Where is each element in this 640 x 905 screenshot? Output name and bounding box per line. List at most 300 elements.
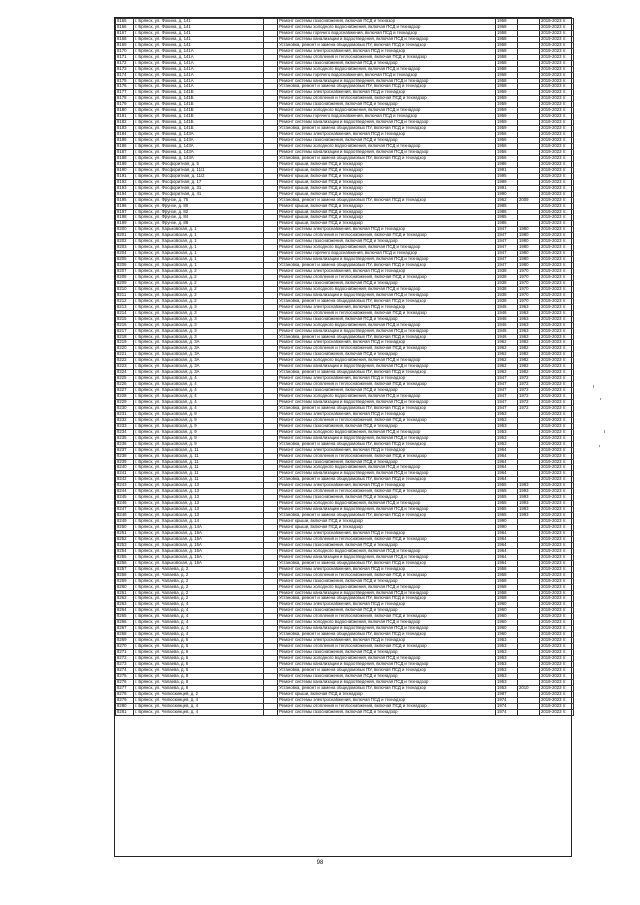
- build-year-cell: 1946: [496, 316, 518, 322]
- build-year-cell: 1986: [496, 221, 518, 227]
- row-number: 8221: [116, 352, 134, 358]
- build-year-cell: 1946: [496, 328, 518, 334]
- period-cell: 2019-2023 гг.: [540, 251, 574, 257]
- build-year-cell: 1938: [496, 274, 518, 280]
- period-cell: 2019-2023 гг.: [540, 519, 574, 525]
- work-type-cell: Ремонт системы отопления и теплоснабжения, включая ПСД и технадзор: [278, 489, 496, 495]
- address-cell: г. Брянск, ул. Чапаева, д. 4: [134, 602, 264, 608]
- row-number: 8217: [116, 328, 134, 334]
- row-number: 8170: [116, 48, 134, 54]
- period-cell: 2019-2023 гг.: [540, 554, 574, 560]
- build-year-cell: 1959: [496, 126, 518, 132]
- work-type-cell: Ремонт системы канализации и водоотведения, включая ПСД и технадзор: [278, 364, 496, 370]
- period-cell: 2019-2023 гг.: [540, 423, 574, 429]
- address-cell: г. Брянск, ул. Фосфоритная, д. 11/2: [134, 173, 264, 179]
- row-number: 8220: [116, 346, 134, 352]
- address-cell: г. Брянск, ул. Челюскинцев, д. 4: [134, 709, 264, 715]
- repair-year-cell: 1970: [518, 292, 540, 298]
- build-year-cell: 1956: [496, 155, 518, 161]
- row-number: 8171: [116, 54, 134, 60]
- address-cell: г. Брянск, ул. Чапаева, д. 6: [134, 655, 264, 661]
- work-type-cell: Ремонт системы канализации и водоотведения, включая ПСД и технадзор: [278, 507, 496, 513]
- work-type-cell: Ремонт системы канализации и водоотведения, включая ПСД и технадзор: [278, 292, 496, 298]
- period-cell: 2019-2023 гг.: [540, 661, 574, 667]
- table-row: [116, 417, 574, 423]
- address-cell: г. Брянск, ул. Харьковская, д. 9: [134, 441, 264, 447]
- row-number: 8253: [116, 542, 134, 548]
- period-cell: 2019-2023 гг.: [540, 542, 574, 548]
- build-year-cell: 1960: [496, 620, 518, 626]
- period-cell: 2019-2023 гг.: [540, 24, 574, 30]
- period-cell: 2019-2023 гг.: [540, 304, 574, 310]
- build-year-cell: 1960: [496, 602, 518, 608]
- table-row: [116, 697, 574, 703]
- row-number: 8196: [116, 203, 134, 209]
- table-row: [116, 239, 574, 245]
- row-number: 8214: [116, 310, 134, 316]
- address-cell: г. Брянск, ул. Фокина, д. 141А: [134, 72, 264, 78]
- period-cell: 2019-2023 гг.: [540, 459, 574, 465]
- period-cell: 2019-2023 гг.: [540, 596, 574, 602]
- address-cell: г. Брянск, ул. Чапаева, д. 8: [134, 673, 264, 679]
- table-row: [116, 638, 574, 644]
- work-type-cell: Ремонт системы газоснабжения, включая ПСД и техназор: [278, 19, 496, 25]
- table-row: [116, 84, 574, 90]
- build-year-cell: 1947: [496, 400, 518, 406]
- row-number: 8235: [116, 435, 134, 441]
- build-year-cell: 1947: [496, 239, 518, 245]
- period-cell: 2019-2023 гг.: [540, 215, 574, 221]
- work-type-cell: Ремонт системы электроснабжения, включая ПСД и технадзор: [278, 638, 496, 644]
- address-cell: г. Брянск, ул. Харьковская, д. 4: [134, 388, 264, 394]
- row-number: 8177: [116, 90, 134, 96]
- address-cell: г. Брянск, ул. Харьковская, д. 9: [134, 423, 264, 429]
- address-cell: г. Брянск, ул. Фокина, д. 143А: [134, 149, 264, 155]
- period-cell: 2019-2023 гг.: [540, 185, 574, 191]
- build-year-cell: 1953: [496, 441, 518, 447]
- table-row: [116, 352, 574, 358]
- repair-year-cell: 1980: [518, 257, 540, 263]
- repair-year-cell: 1982: [518, 340, 540, 346]
- repair-year-cell: 1972: [518, 388, 540, 394]
- build-year-cell: 1953: [496, 685, 518, 691]
- build-year-cell: 1946: [496, 322, 518, 328]
- period-cell: 2019-2023 гг.: [540, 280, 574, 286]
- build-year-cell: 1974: [496, 703, 518, 709]
- work-type-cell: Ремонт системы холодного водоснабжения, включая ПСД и технадзор: [278, 655, 496, 661]
- table-row: [116, 358, 574, 364]
- period-cell: 2019-2023 гг.: [540, 655, 574, 661]
- table-row: [116, 530, 574, 536]
- period-cell: 2019-2023 гг.: [540, 578, 574, 584]
- period-cell: 2019-2023 гг.: [540, 394, 574, 400]
- build-year-cell: 1958: [496, 54, 518, 60]
- work-type-cell: Ремонт крыши, включая ПСД и технадзор: [278, 203, 496, 209]
- work-type-cell: Ремонт системы отопления и теплоснабжения, включая ПСД и технадзор: [278, 644, 496, 650]
- row-number: 8266: [116, 620, 134, 626]
- row-number: 8272: [116, 655, 134, 661]
- row-number: 8258: [116, 572, 134, 578]
- work-type-cell: Ремонт системы канализации и водоотведения, включая ПСД и технадзор: [278, 661, 496, 667]
- table-row: [116, 316, 574, 322]
- period-cell: 2019-2023 гг.: [540, 257, 574, 263]
- work-type-cell: Ремонт системы газоснабжения, включая ПСД и технадзор: [278, 316, 496, 322]
- table-row: [116, 108, 574, 114]
- repair-year-cell: 1980: [518, 245, 540, 251]
- work-type-cell: Ремонт крыши, включая ПСД и технадзор: [278, 215, 496, 221]
- address-cell: г. Брянск, ул. Харьковская, д. 13: [134, 501, 264, 507]
- table-row: [116, 191, 574, 197]
- row-number: 8262: [116, 596, 134, 602]
- table-row: [116, 24, 574, 30]
- period-cell: 2019-2023 гг.: [540, 644, 574, 650]
- period-cell: 2019-2023 гг.: [540, 239, 574, 245]
- repair-year-cell: 1993: [518, 507, 540, 513]
- period-cell: 2019-2023 гг.: [540, 614, 574, 620]
- build-year-cell: 1964: [496, 465, 518, 471]
- address-cell: г. Брянск, ул. Чапаева, д. 4: [134, 632, 264, 638]
- repair-year-cell: 1980: [518, 227, 540, 233]
- address-cell: г. Брянск, ул. Фокина, д. 141: [134, 36, 264, 42]
- period-cell: 2019-2023 гг.: [540, 608, 574, 614]
- table-row: [116, 685, 574, 691]
- build-year-cell: 1955: [496, 483, 518, 489]
- row-number: 8206: [116, 263, 134, 269]
- row-number: 8179: [116, 102, 134, 108]
- build-year-cell: 1946: [496, 304, 518, 310]
- row-number: 8165: [116, 19, 134, 25]
- repair-year-cell: 1970: [518, 286, 540, 292]
- repair-year-cell: 1972: [518, 405, 540, 411]
- work-type-cell: Ремонт системы канализации и водоотведения, включая ПСД и технадзор: [278, 400, 496, 406]
- table-row: [116, 483, 574, 489]
- address-cell: г. Брянск, ул. Фосфоритная, д. 5: [134, 161, 264, 167]
- period-cell: 2019-2023 гг.: [540, 19, 574, 25]
- row-number: 8246: [116, 501, 134, 507]
- period-cell: 2019-2023 гг.: [540, 352, 574, 358]
- table-row: [116, 257, 574, 263]
- build-year-cell: 1959: [496, 120, 518, 126]
- work-type-cell: Ремонт крыши, включая ПСД и технадзор: [278, 525, 496, 531]
- build-year-cell: 1959: [496, 90, 518, 96]
- table-row: [116, 542, 574, 548]
- row-number: 8281: [116, 709, 134, 715]
- build-year-cell: 1986: [496, 161, 518, 167]
- build-year-cell: 1956: [496, 138, 518, 144]
- address-cell: г. Брянск, ул. Харьковская, д. 11: [134, 459, 264, 465]
- table-row: [116, 471, 574, 477]
- row-number: 8255: [116, 554, 134, 560]
- period-cell: 2019-2023 гг.: [540, 453, 574, 459]
- build-year-cell: 1946: [496, 310, 518, 316]
- table-row: [116, 507, 574, 513]
- table-row: [116, 132, 574, 138]
- work-type-cell: Ремонт системы отопления и теплоснабжения, включая ПСД и технадзор: [278, 274, 496, 280]
- table-row: [116, 102, 574, 108]
- address-cell: г. Брянск, ул. Чапаева, д. 2: [134, 590, 264, 596]
- build-year-cell: 1990: [496, 191, 518, 197]
- table-row: [116, 632, 574, 638]
- repair-year-cell: 1963: [518, 310, 540, 316]
- row-number: 8216: [116, 322, 134, 328]
- build-year-cell: 1958: [496, 84, 518, 90]
- address-cell: г. Брянск, ул. Фокина, д. 141Б: [134, 108, 264, 114]
- period-cell: 2019-2023 гг.: [540, 149, 574, 155]
- work-type-cell: Ремонт системы горячего водоснабжения, включая ПСД и технадзор: [278, 72, 496, 78]
- period-cell: 2019-2023 гг.: [540, 382, 574, 388]
- build-year-cell: 1958: [496, 19, 518, 25]
- table-row: [116, 304, 574, 310]
- work-type-cell: Ремонт системы канализации и водоотведения, включая ПСД и технадзор: [278, 328, 496, 334]
- address-cell: г. Брянск, ул. Харьковская, д. 9: [134, 435, 264, 441]
- work-type-cell: Ремонт системы отопления и теплоснабжения, включая ПСД и технадзор: [278, 96, 496, 102]
- table-row: [116, 608, 574, 614]
- row-number: 8175: [116, 78, 134, 84]
- row-number: 8278: [116, 691, 134, 697]
- table-row: [116, 370, 574, 376]
- repair-year-cell: 1980: [518, 233, 540, 239]
- build-year-cell: 1947: [496, 227, 518, 233]
- table-row: [116, 245, 574, 251]
- period-cell: 2019-2023 гг.: [540, 90, 574, 96]
- row-number: 8182: [116, 120, 134, 126]
- table-row: [116, 477, 574, 483]
- address-cell: г. Брянск, ул. Фокина, д. 141А: [134, 48, 264, 54]
- address-cell: г. Брянск, ул. Фокина, д. 141Б: [134, 102, 264, 108]
- repair-year-cell: 2010: [518, 685, 540, 691]
- row-number: 8256: [116, 560, 134, 566]
- work-type-cell: Ремонт системы электроснабжения, включая ПСД и технадзор: [278, 447, 496, 453]
- row-number: 8279: [116, 697, 134, 703]
- build-year-cell: 1964: [496, 548, 518, 554]
- table-row: [116, 560, 574, 566]
- period-cell: 2019-2023 гг.: [540, 72, 574, 78]
- period-cell: 2019-2023 гг.: [540, 370, 574, 376]
- work-type-cell: Установка, ремонт и замена общедомовых ПУ, включая ПСД и технадзор: [278, 370, 496, 376]
- period-cell: 2019-2023 гг.: [540, 66, 574, 72]
- row-number: 8195: [116, 197, 134, 203]
- build-year-cell: 1953: [496, 417, 518, 423]
- period-cell: 2019-2023 гг.: [540, 679, 574, 685]
- address-cell: г. Брянск, ул. Харьковская, д. 11: [134, 465, 264, 471]
- build-year-cell: 1947: [496, 257, 518, 263]
- address-cell: г. Брянск, ул. Фокина, д. 141Б: [134, 114, 264, 120]
- row-number: 8243: [116, 483, 134, 489]
- address-cell: г. Брянск, ул. Фокина, д. 141А: [134, 84, 264, 90]
- table-row: [116, 334, 574, 340]
- address-cell: г. Брянск, ул. Харьковская, д. 13: [134, 513, 264, 519]
- row-number: 8197: [116, 209, 134, 215]
- table-row: [116, 173, 574, 179]
- repair-year-cell: 1982: [518, 364, 540, 370]
- period-cell: 2019-2023 гг.: [540, 340, 574, 346]
- period-cell: 2019-2023 гг.: [540, 227, 574, 233]
- address-cell: г. Брянск, ул. Харьковская, д. 14А: [134, 525, 264, 531]
- period-cell: 2019-2023 гг.: [540, 495, 574, 501]
- period-cell: 2019-2023 гг.: [540, 405, 574, 411]
- row-number: 8189: [116, 161, 134, 167]
- work-type-cell: Ремонт системы электроснабжения, включая ПСД и технадзор: [278, 376, 496, 382]
- period-cell: 2019-2023 гг.: [540, 602, 574, 608]
- address-cell: г. Брянск, ул. Фрунзе, д. 82: [134, 209, 264, 215]
- table-row: [116, 614, 574, 620]
- build-year-cell: 1955: [496, 501, 518, 507]
- period-cell: 2019-2023 гг.: [540, 566, 574, 572]
- work-type-cell: Установка, ремонт и замена общедомовых ПУ, включая ПСД и технадзор: [278, 263, 496, 269]
- address-cell: г. Брянск, ул. Фокина, д. 141: [134, 30, 264, 36]
- table-row: [116, 227, 574, 233]
- work-type-cell: Ремонт крыши, включая ПСД и технадзор: [278, 691, 496, 697]
- table-row: [116, 280, 574, 286]
- table-row: [116, 54, 574, 60]
- build-year-cell: 1960: [496, 614, 518, 620]
- work-type-cell: Ремонт системы отопления и теплоснабжения, включая ПСД и технадзор: [278, 453, 496, 459]
- work-type-cell: Установка, ремонт и замена общедомовых ПУ, включая ПСД и технадзор: [278, 667, 496, 673]
- period-cell: 2019-2023 гг.: [540, 36, 574, 42]
- work-type-cell: Установка, ремонт и замена общедомовых ПУ, включая ПСД и технадзор: [278, 477, 496, 483]
- work-type-cell: Ремонт системы холодного водоснабжения, включая ПСД и технадзор: [278, 548, 496, 554]
- work-type-cell: Ремонт системы газоснабжения, включая ПСД и технадзор: [278, 673, 496, 679]
- repair-year-cell: 1963: [518, 334, 540, 340]
- work-type-cell: Ремонт системы отопления и теплоснабжения, включая ПСД и технадзор: [278, 310, 496, 316]
- table-row: [116, 661, 574, 667]
- period-cell: 2019-2023 гг.: [540, 441, 574, 447]
- row-number: 8245: [116, 495, 134, 501]
- work-type-cell: Установка, ремонт и замена общедомовых ПУ, включая ПСД и технадзор: [278, 513, 496, 519]
- period-cell: 2019-2023 гг.: [540, 477, 574, 483]
- period-cell: 2019-2023 гг.: [540, 364, 574, 370]
- table-grid: [115, 18, 574, 716]
- period-cell: 2019-2023 гг.: [540, 209, 574, 215]
- address-cell: г. Брянск, ул. Харьковская, д. 2: [134, 298, 264, 304]
- address-cell: г. Брянск, ул. Харьковская, д. 3: [134, 310, 264, 316]
- period-cell: 2019-2023 гг.: [540, 144, 574, 150]
- address-cell: г. Брянск, ул. Харьковская, д. 15А: [134, 542, 264, 548]
- address-cell: г. Брянск, ул. Харьковская, д. 13: [134, 495, 264, 501]
- period-cell: 2019-2023 гг.: [540, 263, 574, 269]
- row-number: 8227: [116, 388, 134, 394]
- work-type-cell: Ремонт системы горячего водоснабжения, включая ПСД и технадзор: [278, 114, 496, 120]
- address-cell: г. Брянск, ул. Харьковская, д. 2: [134, 269, 264, 275]
- address-cell: г. Брянск, ул. Харьковская, д. 13: [134, 507, 264, 513]
- address-cell: г. Брянск, ул. Фокина, д. 143А: [134, 132, 264, 138]
- row-number: 8210: [116, 286, 134, 292]
- table-row: [116, 644, 574, 650]
- period-cell: 2019-2023 гг.: [540, 691, 574, 697]
- period-cell: 2019-2023 гг.: [540, 400, 574, 406]
- table-row: [116, 292, 574, 298]
- address-cell: г. Брянск, ул. Чапаева, д. 4: [134, 626, 264, 632]
- row-number: 8173: [116, 66, 134, 72]
- build-year-cell: 1958: [496, 60, 518, 66]
- table-row: [116, 447, 574, 453]
- row-number: 8166: [116, 24, 134, 30]
- repair-year-cell: 1980: [518, 239, 540, 245]
- address-cell: г. Брянск, ул. Чапаева, д. 6: [134, 644, 264, 650]
- work-type-cell: Ремонт системы газоснабжения, включая ПСД и технадзор: [278, 60, 496, 66]
- row-number: 8232: [116, 417, 134, 423]
- period-cell: 2019-2023 гг.: [540, 632, 574, 638]
- row-number: 8239: [116, 459, 134, 465]
- repair-year-cell: 1972: [518, 376, 540, 382]
- address-cell: г. Брянск, ул. Харьковская, д. 3А: [134, 352, 264, 358]
- build-year-cell: 1947: [496, 245, 518, 251]
- work-type-cell: Установка, ремонт и замена общедомовых ПУ, включая ПСД и технадзор: [278, 126, 496, 132]
- repair-year-cell: 1970: [518, 280, 540, 286]
- build-year-cell: 1959: [496, 102, 518, 108]
- work-type-cell: Ремонт системы отопления и теплоснабжения, включая ПСД и технадзор: [278, 703, 496, 709]
- address-cell: г. Брянск, ул. Харьковская, д. 11: [134, 477, 264, 483]
- work-type-cell: Ремонт системы электроснабжения, включая ПСД и технадзор: [278, 269, 496, 275]
- work-type-cell: Ремонт системы газоснабжения, включая ПСД и технадзор: [278, 388, 496, 394]
- build-year-cell: 1955: [496, 513, 518, 519]
- period-cell: 2019-2023 гг.: [540, 346, 574, 352]
- work-type-cell: Установка, ремонт и замена общедомовых ПУ, включая ПСД и технадзор: [278, 298, 496, 304]
- work-type-cell: Ремонт системы холодного водоснабжения, включая ПСД и технадзор: [278, 584, 496, 590]
- table-row: [116, 465, 574, 471]
- scan-speck: [600, 398, 601, 400]
- build-year-cell: 1995: [496, 173, 518, 179]
- work-type-cell: Установка, ремонт и замена общедомовых ПУ, включая ПСД и технадзор: [278, 560, 496, 566]
- table-row: [116, 578, 574, 584]
- address-cell: г. Брянск, ул. Харьковская, д. 9: [134, 411, 264, 417]
- period-cell: 2019-2023 гг.: [540, 650, 574, 656]
- period-cell: 2019-2023 гг.: [540, 298, 574, 304]
- build-year-cell: 1946: [496, 334, 518, 340]
- repair-year-cell: 1993: [518, 489, 540, 495]
- work-type-cell: Ремонт системы холодного водоснабжения, включая ПСД и технадзор: [278, 358, 496, 364]
- address-cell: г. Брянск, ул. Чапаева, д. 8: [134, 679, 264, 685]
- row-number: 8222: [116, 358, 134, 364]
- table-row: [116, 340, 574, 346]
- address-cell: г. Брянск, ул. Челюскинцев, д. 4: [134, 697, 264, 703]
- build-year-cell: 1985: [496, 203, 518, 209]
- table-row: [116, 602, 574, 608]
- period-cell: 2019-2023 гг.: [540, 179, 574, 185]
- table-row: [116, 525, 574, 531]
- work-type-cell: Ремонт системы холодного водоснабжения, включая ПСД и технадзор: [278, 24, 496, 30]
- build-year-cell: 1962: [496, 352, 518, 358]
- row-number: 8225: [116, 376, 134, 382]
- table-row: [116, 459, 574, 465]
- address-cell: г. Брянск, ул. Харьковская, д. 15А: [134, 548, 264, 554]
- row-number: 8204: [116, 251, 134, 257]
- build-year-cell: 1958: [496, 42, 518, 48]
- period-cell: 2019-2023 гг.: [540, 334, 574, 340]
- build-year-cell: 1962: [496, 346, 518, 352]
- address-cell: г. Брянск, ул. Харьковская, д. 4: [134, 376, 264, 382]
- row-number: 8169: [116, 42, 134, 48]
- build-year-cell: 1938: [496, 292, 518, 298]
- build-year-cell: 1958: [496, 30, 518, 36]
- build-year-cell: 1938: [496, 286, 518, 292]
- table-row: [116, 572, 574, 578]
- work-type-cell: Ремонт системы холодного водоснабжения, включая ПСД и технадзор: [278, 465, 496, 471]
- address-cell: г. Брянск, ул. Чапаева, д. 2: [134, 578, 264, 584]
- repair-year-cell: 1963: [518, 316, 540, 322]
- build-year-cell: 1987: [496, 691, 518, 697]
- build-year-cell: 1990: [496, 519, 518, 525]
- period-cell: 2019-2023 гг.: [540, 203, 574, 209]
- table-row: [116, 30, 574, 36]
- period-cell: 2019-2023 гг.: [540, 60, 574, 66]
- work-type-cell: Установка, ремонт и замена общедомовых ПУ, включая ПСД и технадзор: [278, 632, 496, 638]
- work-type-cell: Ремонт системы канализации и водоотведения, включая ПСД и технадзор: [278, 120, 496, 126]
- period-cell: 2019-2023 гг.: [540, 42, 574, 48]
- build-year-cell: 1964: [496, 447, 518, 453]
- work-type-cell: Ремонт системы газоснабжения, включая ПСД и технадзор: [278, 138, 496, 144]
- period-cell: 2019-2023 гг.: [540, 245, 574, 251]
